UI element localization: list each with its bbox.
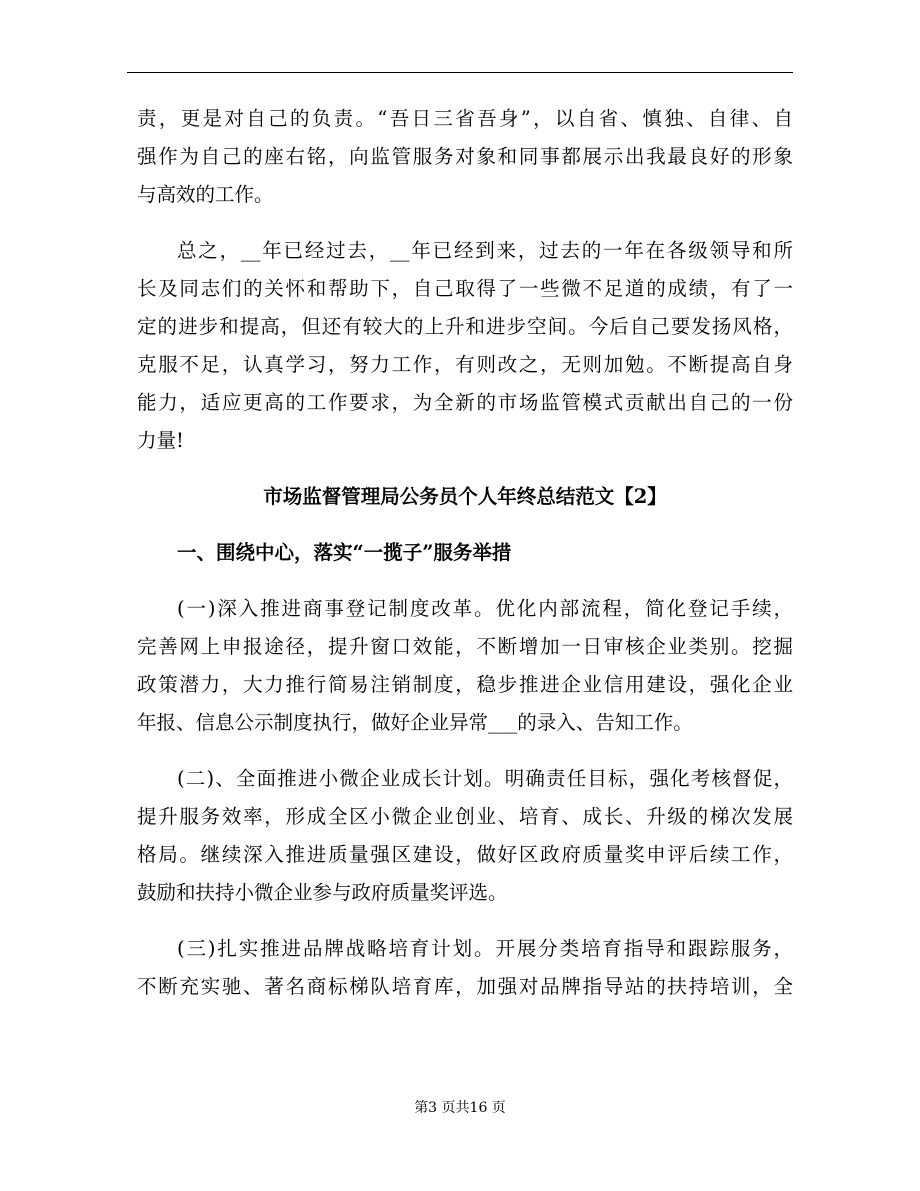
paragraph-item-3 — [137, 930, 793, 1006]
header-rule — [127, 72, 793, 73]
text-line: 完善网上申报途径，提升窗口效能，不断增加一日审核企业类别。挖掘 — [137, 635, 793, 658]
text-line: 定的进步和提高，但还有较大的上升和进步空间。今后自己要发扬风格， — [137, 315, 793, 338]
text-line: (二)、全面推进小微企业成长计划。明确责任目标，强化考核督促， — [177, 767, 793, 790]
text-line: 长及同志们的关怀和帮助下，自己取得了一些微不足道的成绩，有了一 — [137, 277, 793, 300]
text-line: 政策潜力，大力推行简易注销制度，稳步推进企业信用建设，强化企业 — [137, 673, 793, 696]
paragraph-item-2 — [137, 760, 793, 912]
text-line: (三)扎实推进品牌战略培育计划。开展分类培育指导和跟踪服务， — [177, 937, 793, 960]
text-line: 能力，适应更高的工作要求，为全新的市场监管模式贡献出自己的一份 — [137, 391, 793, 414]
text-line: 年报、信息公示制度执行，做好企业异常___的录入、告知工作。 — [137, 711, 693, 734]
paragraph-item-1 — [137, 590, 793, 742]
paragraph-conclusion — [137, 232, 793, 460]
text-line: 总之，__年已经过去，__年已经到来，过去的一年在各级领导和所 — [177, 239, 793, 262]
text-line: 不断充实驰、著名商标梯队培育库，加强对品牌指导站的扶持培训，全 — [137, 975, 793, 998]
text-line: (一)深入推进商事登记制度改革。优化内部流程，简化登记手续， — [177, 597, 793, 620]
text-line: 与高效的工作。 — [137, 183, 274, 206]
document-body — [137, 100, 793, 1024]
section-title: 市场监督管理局公务员个人年终总结范文【2】 — [263, 485, 667, 508]
text-line: 格局。继续深入推进质量强区建设，做好区政府质量奖申评后续工作， — [137, 843, 793, 866]
text-line: 鼓励和扶持小微企业参与政府质量奖评选。 — [137, 881, 508, 904]
text-line: 克服不足，认真学习，努力工作，有则改之，无则加勉。不断提高自身 — [137, 353, 793, 376]
text-line: 力量! — [137, 429, 184, 452]
text-line: 责，更是对自己的负责。“吾日三省吾身”，以自省、慎独、自律、自 — [137, 107, 793, 130]
paragraph-continuation — [137, 100, 793, 214]
text-line: 强作为自己的座右铭，向监管服务对象和同事都展示出我最良好的形象 — [137, 145, 793, 168]
text-line: 提升服务效率，形成全区小微企业创业、培育、成长、升级的梯次发展 — [137, 805, 793, 828]
section-heading: 一、围绕中心，落实“一揽子”服务举措 — [177, 541, 512, 564]
page-number: 第3 页共16 页 — [414, 1100, 506, 1116]
